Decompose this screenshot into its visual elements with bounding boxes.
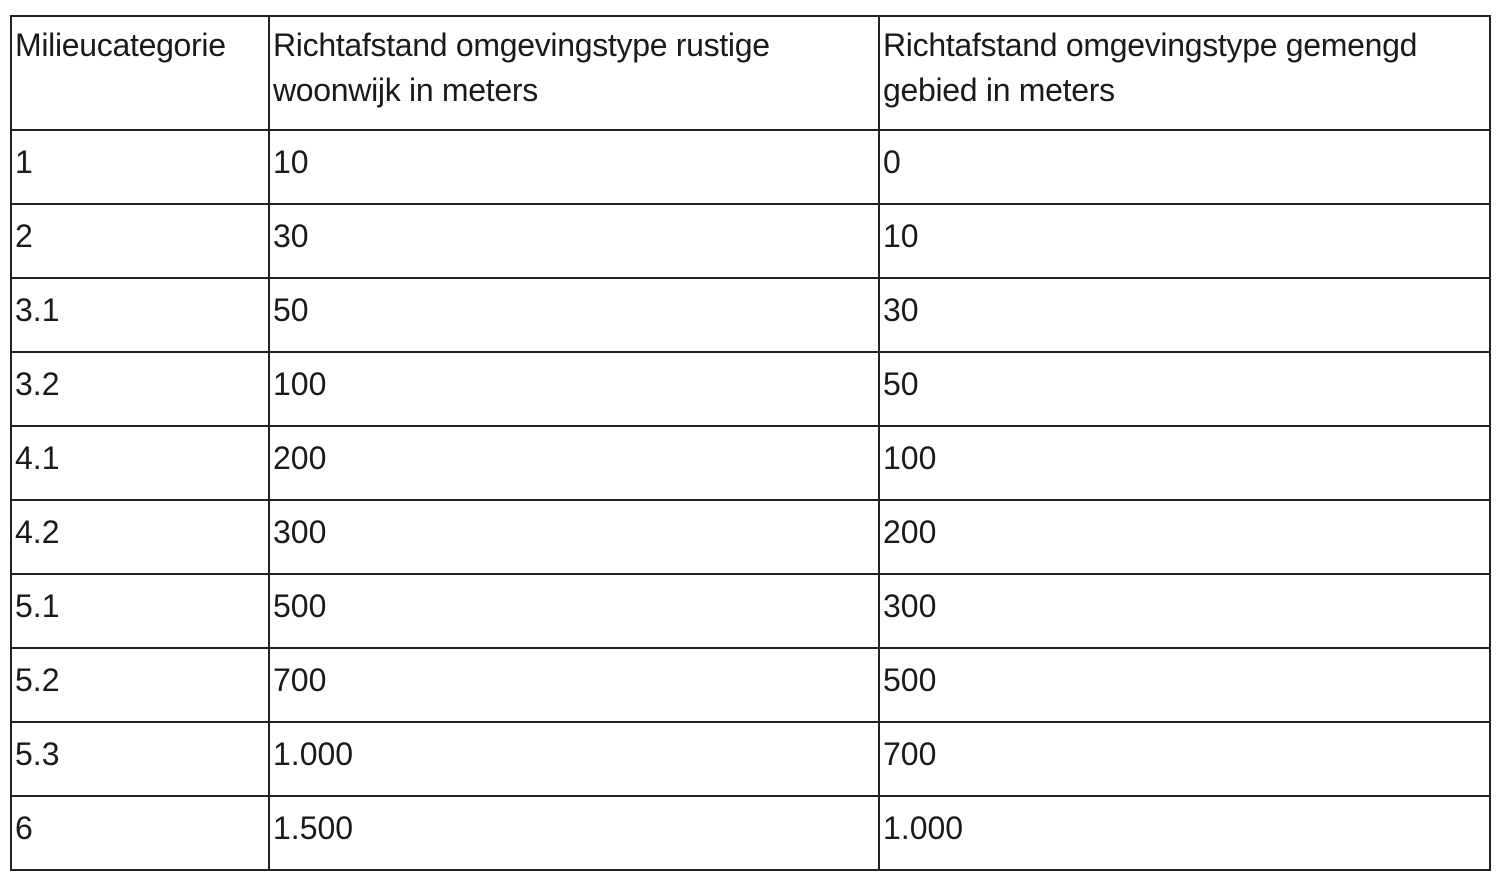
cell-gemengd-gebied: 200 <box>879 500 1490 574</box>
table-row <box>11 204 1490 278</box>
header-gemengd-gebied: Richtafstand omgevingstype gemengd gebied in meters <box>879 16 1490 130</box>
header-milieucategorie: Milieucategorie <box>11 16 269 130</box>
table-row <box>11 500 1490 574</box>
table-row <box>11 352 1490 426</box>
cell-rustige-woonwijk: 1.000 <box>269 722 879 796</box>
table-body <box>11 130 1490 870</box>
cell-rustige-woonwijk: 1.500 <box>269 796 879 870</box>
cell-rustige-woonwijk: 300 <box>269 500 879 574</box>
table-row <box>11 796 1490 870</box>
cell-category: 4.1 <box>11 426 269 500</box>
cell-rustige-woonwijk: 10 <box>269 130 879 204</box>
cell-category: 4.2 <box>11 500 269 574</box>
cell-category: 1 <box>11 130 269 204</box>
cell-category: 5.3 <box>11 722 269 796</box>
cell-gemengd-gebied: 300 <box>879 574 1490 648</box>
table-row <box>11 426 1490 500</box>
cell-gemengd-gebied: 30 <box>879 278 1490 352</box>
cell-rustige-woonwijk: 50 <box>269 278 879 352</box>
cell-gemengd-gebied: 0 <box>879 130 1490 204</box>
cell-gemengd-gebied: 500 <box>879 648 1490 722</box>
table-row <box>11 648 1490 722</box>
cell-rustige-woonwijk: 200 <box>269 426 879 500</box>
cell-rustige-woonwijk: 100 <box>269 352 879 426</box>
table-header <box>11 16 1490 130</box>
cell-gemengd-gebied: 700 <box>879 722 1490 796</box>
cell-rustige-woonwijk: 700 <box>269 648 879 722</box>
cell-gemengd-gebied: 1.000 <box>879 796 1490 870</box>
cell-category: 5.1 <box>11 574 269 648</box>
cell-gemengd-gebied: 10 <box>879 204 1490 278</box>
cell-rustige-woonwijk: 500 <box>269 574 879 648</box>
cell-category: 3.2 <box>11 352 269 426</box>
cell-category: 2 <box>11 204 269 278</box>
cell-category: 5.2 <box>11 648 269 722</box>
distance-table-container <box>10 15 1489 871</box>
cell-rustige-woonwijk: 30 <box>269 204 879 278</box>
table-row <box>11 278 1490 352</box>
header-rustige-woonwijk: Richtafstand omgevingstype rustige woonwijk in meters <box>269 16 879 130</box>
cell-category: 6 <box>11 796 269 870</box>
table-row <box>11 130 1490 204</box>
cell-gemengd-gebied: 50 <box>879 352 1490 426</box>
cell-gemengd-gebied: 100 <box>879 426 1490 500</box>
table-row <box>11 722 1490 796</box>
distance-table <box>10 15 1491 871</box>
cell-category: 3.1 <box>11 278 269 352</box>
header-row <box>11 16 1490 130</box>
table-row <box>11 574 1490 648</box>
